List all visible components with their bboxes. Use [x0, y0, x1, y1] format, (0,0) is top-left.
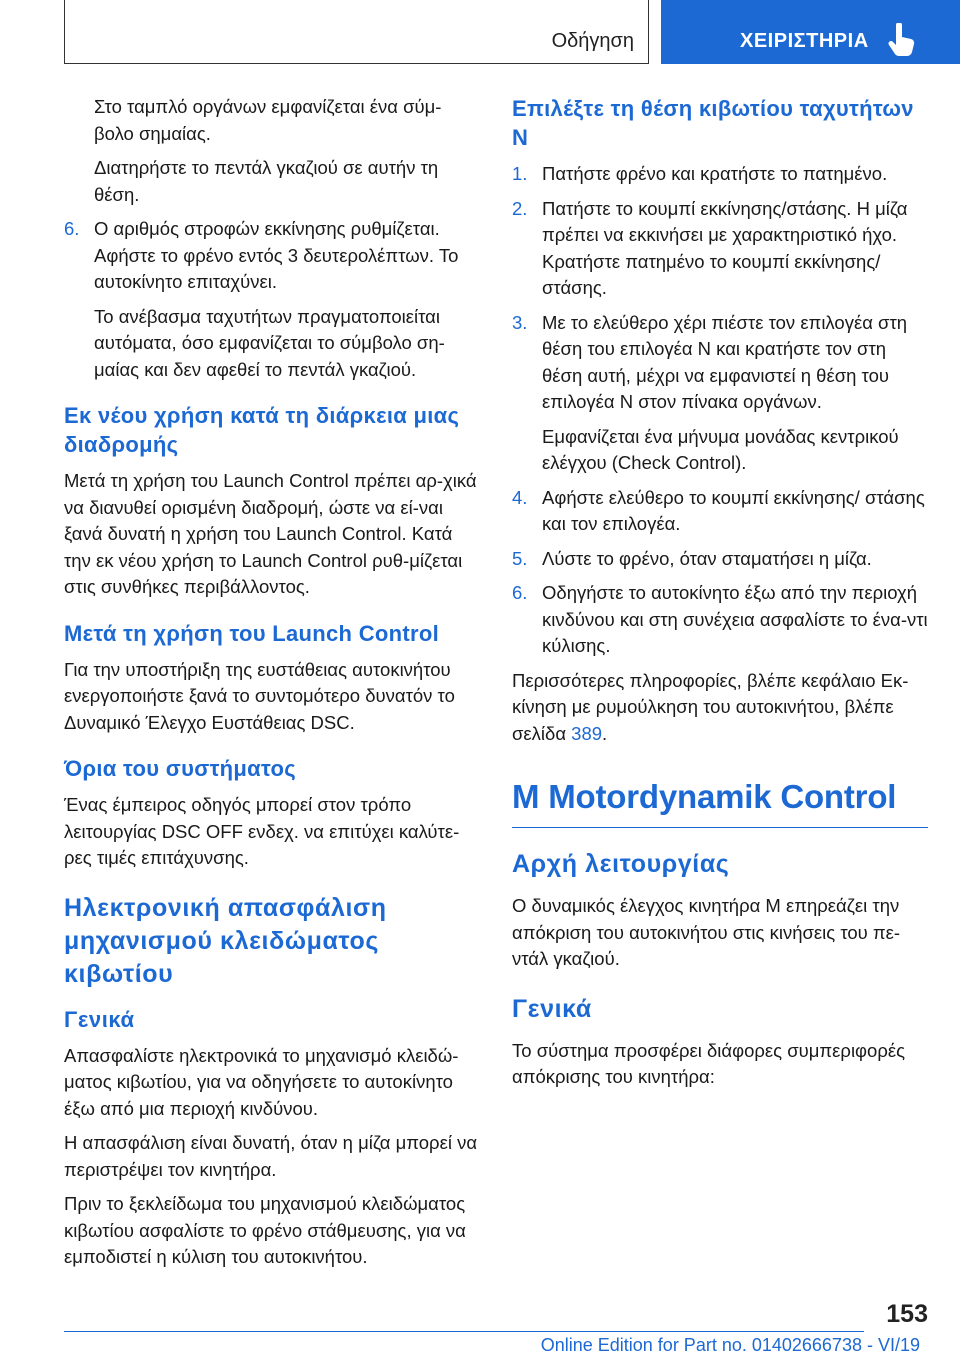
- paragraph: [512, 668, 928, 748]
- list-item: [64, 216, 480, 383]
- section-heading: Μετά τη χρήση του Launch Control: [64, 620, 439, 646]
- step-number: 1.: [512, 163, 528, 184]
- step-number: 3.: [512, 311, 528, 333]
- section-heading: Επιλέξτε τη θέση κιβωτίου ταχυτήτων N: [512, 96, 914, 150]
- list-item: [512, 196, 928, 302]
- page-reference-link[interactable]: 389: [571, 722, 603, 744]
- paragraph: Στο ταμπλό οργάνων εμφανίζεται ένα σύμ-βολο σημαίας.: [94, 96, 442, 144]
- page-header: [64, 0, 960, 64]
- step-note: Εμφανίζεται ένα μήνυμα μονάδας κεντρικού ελέγχου (Check Control).: [542, 425, 899, 473]
- step-note: Το ανέβασμα ταχυτήτων πραγματοποιείται αυτόματα, όσο εμφανίζεται το σύμβολο ση-μαίας και δεν αφεθεί το πεντάλ γκαζιού.: [94, 305, 445, 380]
- punctuation: .: [602, 722, 608, 744]
- section-tab[interactable]: [64, 0, 649, 64]
- step-text: Ο αριθμός στροφών εκκίνησης ρυθμίζεται. Αφήστε το φρένο εντός 3 δευτερολέπτων. Το αυτοκίνητο επιταχύνει.: [94, 218, 459, 292]
- cross-reference-text: Περισσότερες πληροφορίες, βλέπε κεφάλαιο Εκ-κίνηση με ρυμούλκηση του αυτοκινήτου, βλέπε σελίδα: [512, 669, 909, 744]
- paragraph: Ένας έμπειρος οδηγός μπορεί στον τρόπο λειτουργίας DSC OFF ενδεχ. να επιτύχει καλύτε-ρες τιμές επιτάχυνσης.: [64, 794, 460, 868]
- section-heading: Όρια του συστήματος: [64, 756, 296, 781]
- paragraph: Το σύστημα προσφέρει διάφορες συμπεριφορές απόκρισης του κινητήρα:: [512, 1039, 906, 1087]
- left-column: [64, 94, 480, 1279]
- step-number: 6.: [512, 582, 528, 603]
- edition-footer: Online Edition for Part no. 01402666738 - VI/19: [540, 1335, 920, 1355]
- topic-heading: Γενικά: [512, 994, 592, 1023]
- step-text: Αφήστε ελεύθερο το κουμπί εκκίνησης/ στάσης και τον επιλογέα.: [542, 486, 925, 534]
- paragraph: Μετά τη χρήση του Launch Control πρέπει αρ-χικά να διανυθεί ορισμένη διαδρομή, ώστε να εί-ναι ξανά δυνατή η χρήση του Launch Control. Κατά την εκ νέου χρήση το Launch Control ρυθ-μίζεται στις συνθήκες περιβάλλοντος.: [64, 470, 477, 597]
- chapter-heading: M Motordynamik Control: [512, 777, 928, 828]
- hand-pointer-icon: [887, 23, 917, 57]
- topic-heading: Αρχή λειτουργίας: [512, 850, 730, 878]
- page-number: 153: [886, 1300, 928, 1328]
- list-item: [512, 310, 928, 477]
- paragraph: Απασφαλίστε ηλεκτρονικά το μηχανισμό κλειδώ-ματος κιβωτίου, για να οδηγήσετε το αυτοκίνητο έξω από μια περιοχή κινδύνου.: [64, 1044, 459, 1119]
- paragraph: Για την υποστήριξη της ευστάθειας αυτοκινήτου ενεργοποιήστε ξανά το συντομότερο δυνατόν το Δυναμικό Έλεγχο Ευστάθειας DSC.: [64, 658, 455, 733]
- list-item: [512, 485, 928, 538]
- paragraph: Ο δυναμικός έλεγχος κινητήρα M επηρεάζει την απόκριση του αυτοκινήτου στις κινήσεις του πε-ντάλ γκαζιού.: [512, 895, 901, 969]
- paragraph: Η απασφάλιση είναι δυνατή, όταν η μίζα μπορεί να περιστρέψει τον κινητήρα.: [64, 1132, 478, 1180]
- section-heading: Εκ νέου χρήση κατά τη διάρκεια μιας διαδρομής: [64, 403, 460, 457]
- step-number: 6.: [64, 218, 80, 239]
- step-text: Πατήστε φρένο και κρατήστε το πατημένο.: [542, 163, 888, 184]
- step-text: Λύστε το φρένο, όταν σταματήσει η μίζα.: [542, 547, 872, 569]
- step-number: 2.: [512, 197, 528, 219]
- step-text: Με το ελεύθερο χέρι πιέστε τον επιλογέα στη θέση του επιλογέα N και κρατήστε τον στη θέση αυτή, μέχρι να εμφανιστεί η θέση του επιλογέα N στον πίνακα οργάνων.: [542, 311, 908, 412]
- step-text: Πατήστε το κουμπί εκκίνησης/στάσης. Η μίζα πρέπει να εκκινήσει με χαρακτηριστικό ήχο. Κρατήστε πατημένο το κουμπί εκκίνησης/ στάσης.: [542, 197, 908, 298]
- topic-heading: Ηλεκτρονική απασφάλιση μηχανισμού κλειδώματος κιβωτίου: [64, 893, 387, 988]
- step-text: Οδηγήστε το αυτοκίνητο έξω από την περιοχή κινδύνου και στη συνέχεια ασφαλίστε το ένα-ντι κύλισης.: [542, 582, 928, 656]
- list-item: [512, 161, 928, 188]
- chapter-tab-controls[interactable]: [661, 0, 960, 64]
- step-number: 5.: [512, 547, 528, 569]
- footer-divider: [64, 1331, 864, 1332]
- section-tab-label: Οδήγηση: [551, 30, 634, 52]
- chapter-tab-label: ΧΕΙΡΙΣΤΗΡΙΑ: [740, 30, 869, 52]
- paragraph: Διατηρήστε το πεντάλ γκαζιού σε αυτήν τη θέση.: [94, 157, 439, 205]
- list-item: [512, 546, 928, 573]
- right-column: [512, 94, 928, 1099]
- list-item: [512, 580, 928, 660]
- paragraph: Πριν το ξεκλείδωμα του μηχανισμού κλειδώματος κιβωτίου ασφαλίστε το φρένο στάθμευσης, για να εμποδιστεί η κύλιση του αυτοκινήτου.: [64, 1193, 466, 1267]
- subsection-heading: Γενικά: [64, 1006, 135, 1032]
- step-number: 4.: [512, 486, 528, 508]
